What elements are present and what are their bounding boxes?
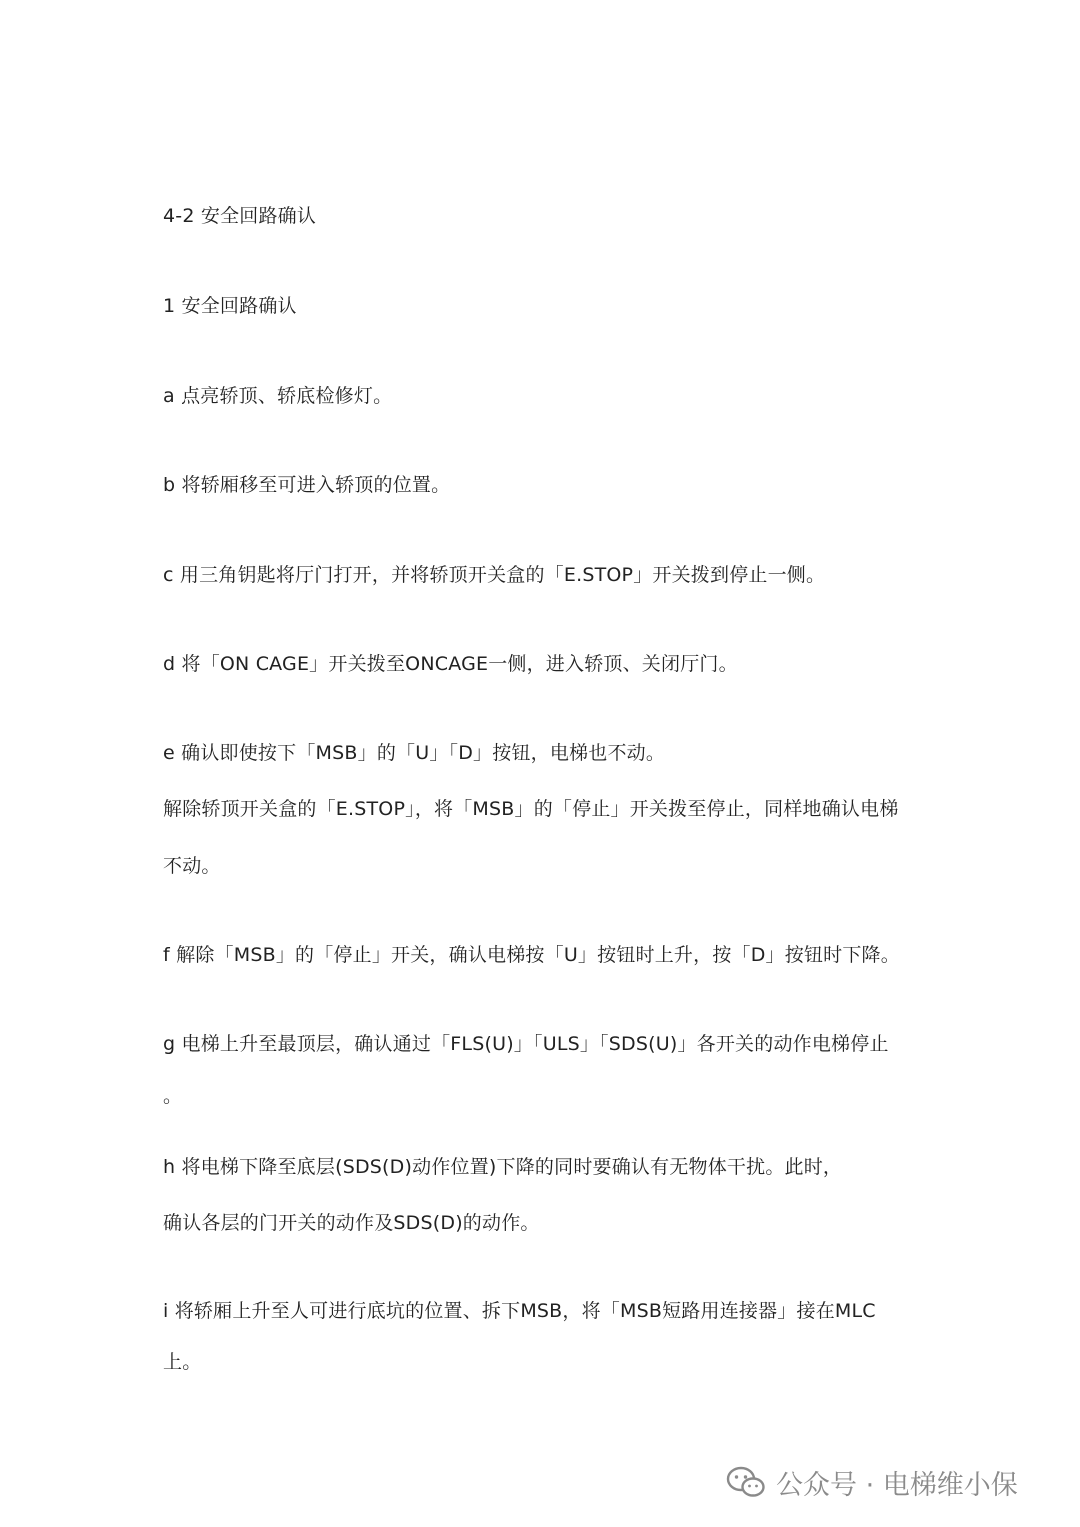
step-g: g 电梯上升至最顶层，确认通过「FLS(U)」「ULS」「SDS(U)」各开关的动作电梯停止 [163, 1033, 889, 1055]
step-h: h 将电梯下降至底层(SDS(D)动作位置)下降的同时要确认有无物体干扰。此时， [163, 1156, 843, 1178]
watermark-text: 公众号 · 电梯维小保 [776, 1469, 1018, 1501]
step-e-continued-2: 不动。 [163, 855, 221, 877]
step-b: b 将轿厢移至可进入轿顶的位置。 [163, 474, 451, 496]
step-i: i 将轿厢上升至人可进行底坑的位置、拆下MSB，将「MSB短路用连接器」接在MLC [163, 1300, 876, 1322]
step-e: e 确认即使按下「MSB」的「U」「D」按钮，电梯也不动。 [163, 742, 666, 764]
watermark [726, 1462, 1018, 1502]
wechat-icon [726, 1465, 766, 1499]
step-h-continued: 确认各层的门开关的动作及SDS(D)的动作。 [163, 1212, 540, 1234]
step-e-continued-1: 解除轿顶开关盒的「E.STOP」，将「MSB」的「停止」开关拨至停止，同样地确认电梯 [163, 798, 899, 820]
step-a: a 点亮轿顶、轿底检修灯。 [163, 385, 393, 407]
section-heading: 4-2 安全回路确认 [163, 205, 317, 227]
step-d: d 将「ON CAGE」开关拨至ONCAGE一侧，进入轿顶、关闭厅门。 [163, 653, 738, 675]
step-c: c 用三角钥匙将厅门打开，并将轿顶开关盒的「E.STOP」开关拨到停止一侧。 [163, 564, 826, 586]
step-i-continued: 上。 [163, 1351, 202, 1373]
step-g-continued: 。 [163, 1085, 183, 1107]
step-f: f 解除「MSB」的「停止」开关，确认电梯按「U」按钮时上升，按「D」按钮时下降。 [163, 944, 900, 966]
subsection-heading: 1 安全回路确认 [163, 295, 297, 317]
